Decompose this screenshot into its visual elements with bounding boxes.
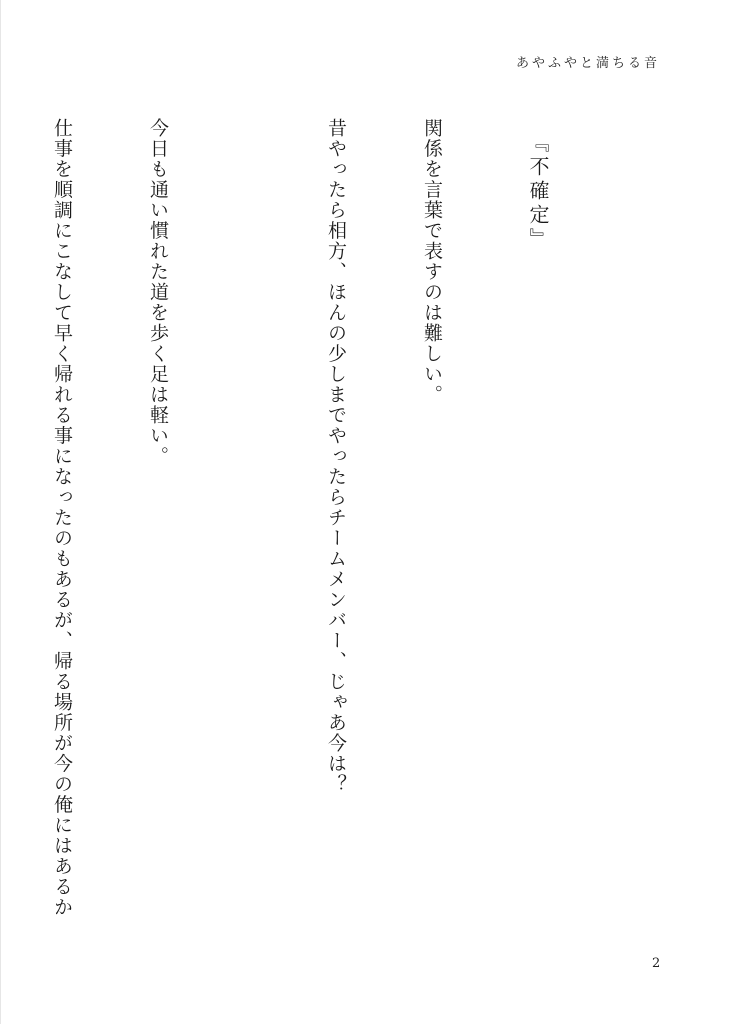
paragraph-spacer xyxy=(238,118,256,938)
paragraph-line: 昔やったら相方、ほんの少しまでやったらチームメンバー、じゃあ今は？ xyxy=(325,118,347,795)
running-header: あやふやと満ちる音 xyxy=(515,56,660,71)
paragraph-line: 仕事を順調にこなして早く帰れる事になったのもあるが、帰る場所が今の俺にはあるか xyxy=(51,118,73,918)
paragraph-line: 関係を言葉で表すのは難しい。 xyxy=(421,118,443,405)
paragraph-line: 今日も通い慣れた道を歩く足は軽い。 xyxy=(147,118,169,467)
vertical-body-text xyxy=(0,118,618,938)
chapter-title: 『不確定』 xyxy=(526,132,550,252)
page-number: 2 xyxy=(652,956,661,971)
